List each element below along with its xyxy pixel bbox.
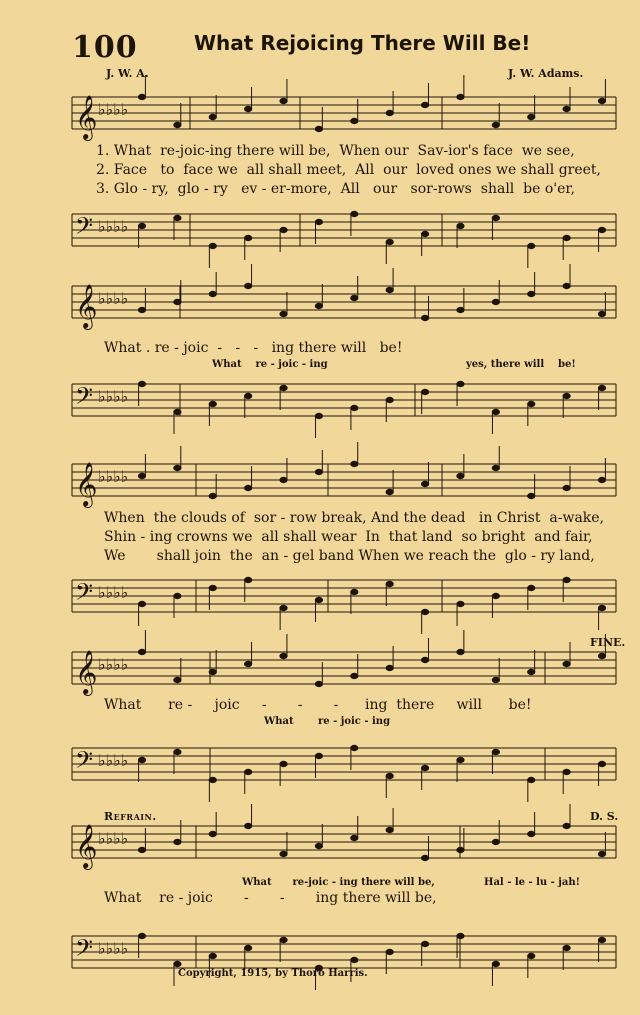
note-head [421,389,428,394]
note-head [174,677,181,682]
treble-clef: 𝄞 [75,284,98,328]
note-head [174,839,181,844]
note-head [386,581,393,586]
note-head [245,577,252,582]
note-head [386,827,393,832]
note-head [280,605,287,610]
note-head [598,653,605,658]
note-head [386,239,393,244]
verse-1-line-a: 1. What re-joic-ing there will be, When our Sav-ior's face we see, [96,143,575,159]
note-head [563,945,570,950]
note-head [315,219,322,224]
note-head [209,777,216,782]
note-head [351,295,358,300]
note-head [138,381,145,386]
note-head [209,831,216,836]
bass-clef: 𝄢 [75,578,94,611]
verse-3-line-a: 3. Glo - ry, glo - ry ev - er-more, All our sor-rows shall be o'er, [96,181,576,197]
note-head [492,215,499,220]
note-head [209,585,216,590]
note-head [492,465,499,470]
note-head [528,669,535,674]
refrain-lyric: What re - joic - - ing there will be, [104,890,437,906]
note-head [280,385,287,390]
note-head [280,311,287,316]
note-head [528,493,535,498]
verse-2-line-b: Shin - ing crowns we all shall wear In that land so bright and fair, [104,529,593,545]
note-head [386,110,393,115]
note-head [138,94,145,99]
note-head [457,847,464,852]
key-signature: ♭♭♭♭ [98,100,129,119]
note-head [315,126,322,131]
note-head [421,102,428,107]
note-head [174,961,181,966]
alto-line-a: What re - joic - ing [212,359,328,370]
note-head [421,765,428,770]
note-head [174,299,181,304]
note-head [174,409,181,414]
note-head [351,589,358,594]
note-head [563,235,570,240]
note-head [563,823,570,828]
note-head [280,227,287,232]
note-head [457,94,464,99]
note-head [351,405,358,410]
refrain-alto-right: Hal - le - lu - jah! [484,877,581,888]
treble-clef: 𝄞 [75,95,98,139]
music-credit: J. W. Adams. [508,67,584,80]
note-head [138,757,145,762]
bass-clef: 𝄢 [75,746,94,779]
note-head [351,211,358,216]
key-signature: ♭♭♭♭ [98,467,129,486]
note-head [421,315,428,320]
note-head [351,745,358,750]
note-head [245,393,252,398]
note-head [280,653,287,658]
note-head [421,941,428,946]
note-head [492,839,499,844]
note-head [492,122,499,127]
key-signature: ♭♭♭♭ [98,289,129,308]
note-head [386,287,393,292]
note-head [351,835,358,840]
note-head [315,413,322,418]
note-head [421,609,428,614]
key-signature: ♭♭♭♭ [98,939,129,958]
note-head [598,605,605,610]
note-head [209,669,216,674]
note-head [386,773,393,778]
bass-clef: 𝄢 [75,212,94,245]
note-head [421,855,428,860]
note-head [174,749,181,754]
note-head [421,231,428,236]
chorus-line-b: What re - joic - - - ing there will be! [104,697,532,713]
note-head [209,114,216,119]
note-head [563,283,570,288]
key-signature: ♭♭♭♭ [98,583,129,602]
alto-line-c: What re - joic - ing [264,716,391,727]
note-head [138,601,145,606]
bass-clef: 𝄢 [75,934,94,967]
note-head [598,477,605,482]
note-head [457,757,464,762]
note-head [138,847,145,852]
note-head [598,851,605,856]
note-head [457,307,464,312]
note-head [209,291,216,296]
note-head [386,665,393,670]
note-head [245,769,252,774]
key-signature: ♭♭♭♭ [98,751,129,770]
note-head [528,585,535,590]
note-head [492,677,499,682]
note-head [315,753,322,758]
note-head [528,831,535,836]
note-head [386,397,393,402]
note-head [209,243,216,248]
note-head [386,489,393,494]
note-head [315,843,322,848]
note-head [457,223,464,228]
hymn-number: 100 [72,30,138,65]
treble-clef: 𝄞 [75,824,98,868]
note-head [245,661,252,666]
treble-clef: 𝄞 [75,650,98,694]
note-head [563,769,570,774]
chorus-line-a: What . re - joic - - - ing there will be! [104,340,403,356]
note-head [209,953,216,958]
note-head [280,477,287,482]
verse-3-line-b: We shall join the an - gel band When we reach the glo - ry land, [104,548,595,564]
note-head [315,469,322,474]
key-signature: ♭♭♭♭ [98,387,129,406]
note-head [351,118,358,123]
note-head [563,661,570,666]
note-head [598,227,605,232]
note-head [492,749,499,754]
note-head [245,283,252,288]
note-head [528,243,535,248]
note-head [351,957,358,962]
note-head [528,114,535,119]
note-head [280,851,287,856]
note-head [245,485,252,490]
note-head [351,673,358,678]
note-head [174,465,181,470]
note-head [492,299,499,304]
treble-clef: 𝄞 [75,462,98,506]
note-head [174,593,181,598]
note-head [563,577,570,582]
note-head [598,98,605,103]
verse-1-line-b: When the clouds of sor - row break, And the dead in Christ a-wake, [104,510,605,526]
note-head [138,933,145,938]
note-head [209,493,216,498]
note-head [528,401,535,406]
note-head [174,215,181,220]
note-head [528,291,535,296]
note-head [457,649,464,654]
note-head [421,481,428,486]
note-head [598,937,605,942]
note-head [351,461,358,466]
note-head [138,649,145,654]
alto-line-b: yes, there will be! [466,359,576,370]
note-head [386,949,393,954]
key-signature: ♭♭♭♭ [98,655,129,674]
words-credit: J. W. A. [106,67,149,80]
note-head [174,122,181,127]
ds-mark: D. S. [590,810,619,823]
note-head [492,961,499,966]
note-head [280,98,287,103]
note-head [138,223,145,228]
refrain-alto: What re-joic - ing there will be, [242,877,435,888]
note-head [457,473,464,478]
note-head [563,393,570,398]
key-signature: ♭♭♭♭ [98,829,129,848]
note-head [315,681,322,686]
note-head [245,823,252,828]
note-head [280,761,287,766]
fine-mark: FINE. [590,636,626,649]
bass-clef: 𝄢 [75,382,94,415]
note-head [457,381,464,386]
note-head [245,106,252,111]
note-head [598,761,605,766]
note-head [138,473,145,478]
note-head [209,401,216,406]
note-head [563,106,570,111]
note-head [457,933,464,938]
note-head [280,937,287,942]
hymn-title: What Rejoicing There Will Be! [194,31,531,55]
note-head [528,953,535,958]
note-head [492,593,499,598]
copyright: Copyright, 1915, by Thoro Harris. [178,968,368,979]
note-head [138,307,145,312]
note-head [315,597,322,602]
note-head [421,657,428,662]
note-head [598,385,605,390]
note-head [598,311,605,316]
note-head [315,303,322,308]
note-head [245,235,252,240]
note-head [492,409,499,414]
note-head [563,485,570,490]
note-head [245,945,252,950]
note-head [457,601,464,606]
key-signature: ♭♭♭♭ [98,217,129,236]
refrain-label: Refrain. [104,810,157,823]
note-head [528,777,535,782]
verse-2-line-a: 2. Face to face we all shall meet, All our loved ones we shall greet, [96,162,602,178]
